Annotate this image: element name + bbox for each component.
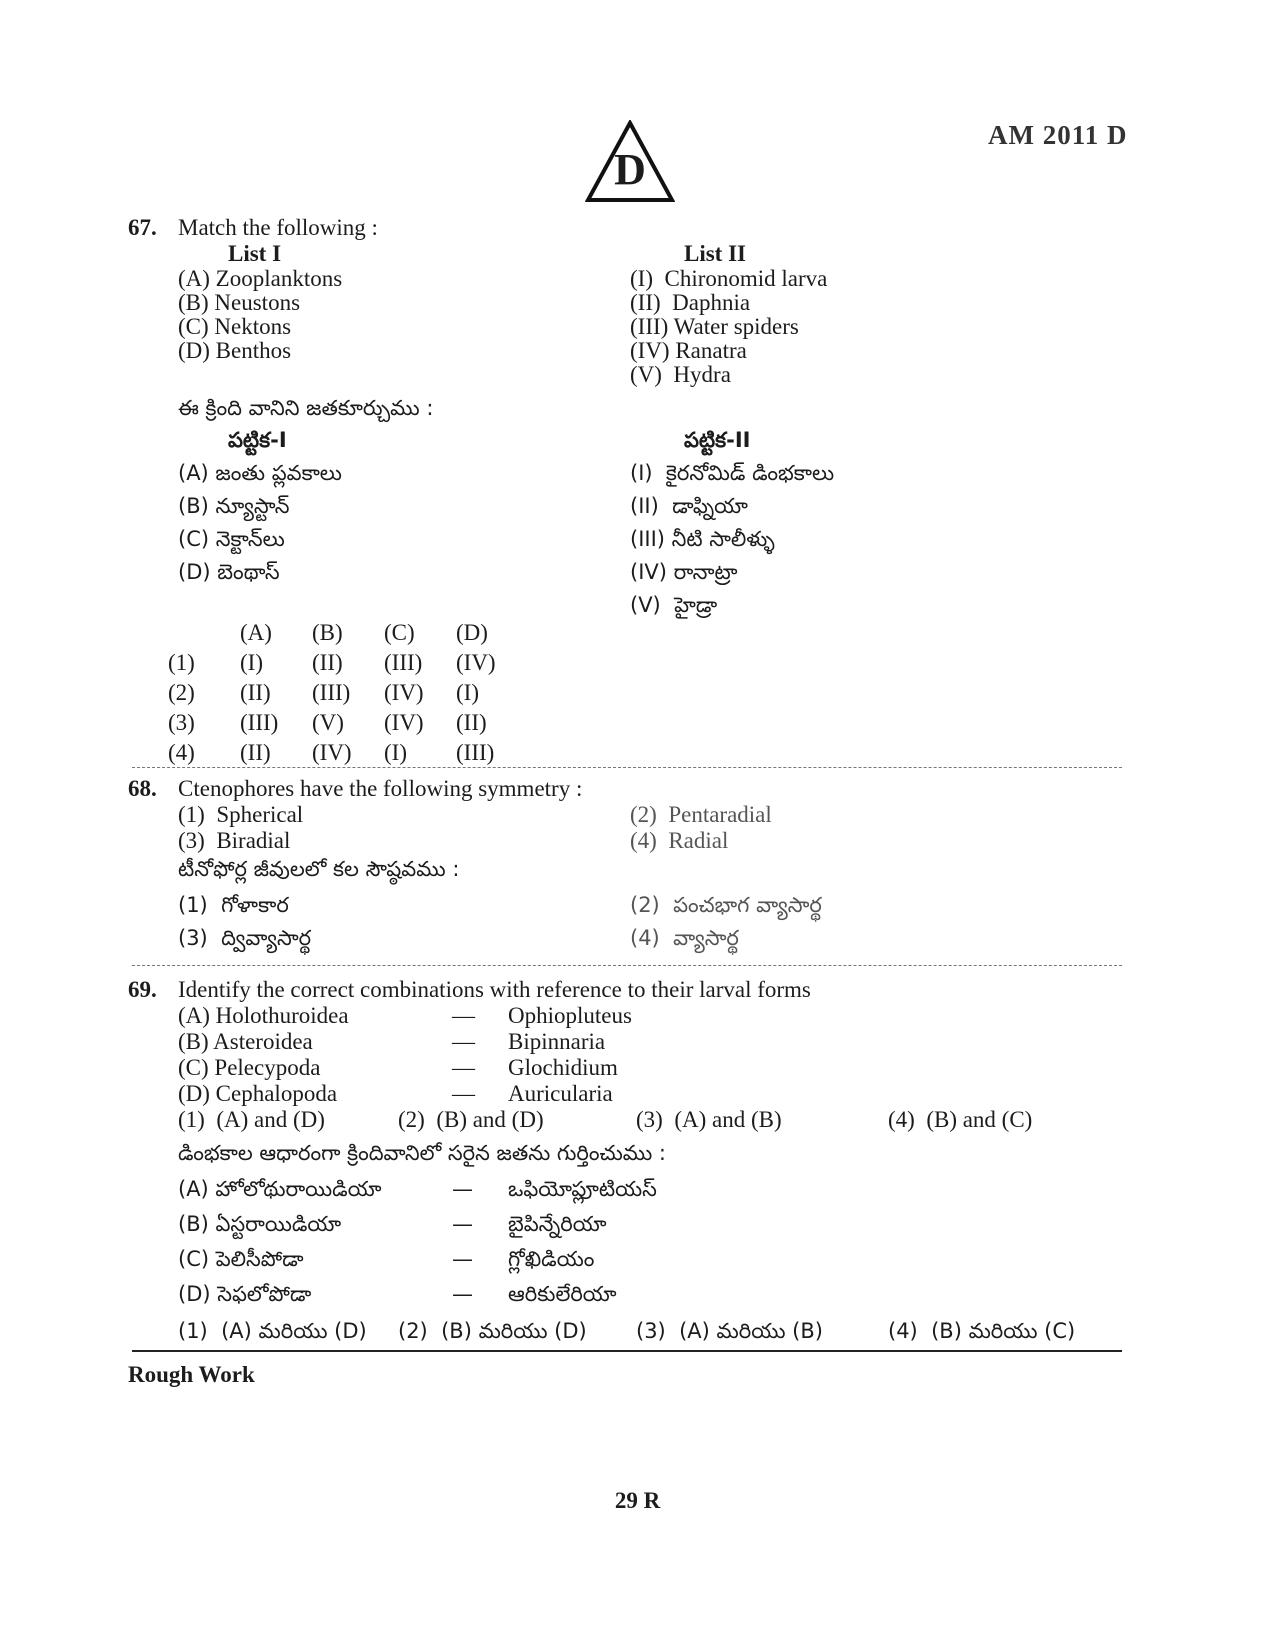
q67-options-header-row xyxy=(168,620,528,646)
q67-list1-item: (C) Nektons xyxy=(178,314,292,339)
paper-code: AM 2011 D xyxy=(988,120,1128,150)
option-cell: (II) xyxy=(240,680,271,705)
q67-te-stem: ఈ క్రింది వానిని జతకూర్చుము : xyxy=(178,396,434,420)
q67-options-table xyxy=(168,620,528,766)
option-cell: (III) xyxy=(312,680,351,705)
q69-pair-left: (D) Cephalopoda xyxy=(178,1081,338,1106)
q68-te-stem: టీనోఫోర్ల జీవులలో కల సౌష్ఠవము : xyxy=(178,857,460,881)
option-cell: (III) xyxy=(240,710,279,735)
q67-option-row xyxy=(168,710,528,736)
q67-list1-item: (D) Benthos xyxy=(178,338,292,363)
q68-te-option-1: (1) గోళాకార xyxy=(178,893,289,917)
option-cell: (IV) xyxy=(384,710,424,735)
q69-te-pair-dash: — xyxy=(452,1177,473,1201)
q68-option-1: (1) Spherical xyxy=(178,802,304,827)
q67-te-list1-item: (B) న్యూస్టాన్ xyxy=(178,494,290,518)
q67-list1-title: List I xyxy=(228,241,282,266)
option-number: (4) xyxy=(168,740,195,765)
q67-te-list2-title: పట్టిక-II xyxy=(684,428,751,452)
series-letter: D xyxy=(614,145,646,194)
q69-pair-dash: — xyxy=(452,1003,475,1028)
q69-te-pair-left: (C) పెలిసీపోడా xyxy=(178,1247,304,1271)
q69-option-1: (1) (A) and (D) xyxy=(178,1107,325,1132)
option-cell: (I) xyxy=(456,680,479,705)
option-cell: (IV) xyxy=(456,650,496,675)
option-cell: (III) xyxy=(384,650,423,675)
q69-te-pair-left: (B) ఏస్టరాయిడియా xyxy=(178,1212,342,1236)
options-header-cell: (D) xyxy=(456,620,488,645)
page-number: 29 R xyxy=(614,1488,661,1513)
q67-te-list2-item: (III) నీటి సాలీళ్ళు xyxy=(630,527,775,551)
option-number: (3) xyxy=(168,710,195,735)
option-cell: (IV) xyxy=(384,680,424,705)
q69-te-pair-right: బైపిన్నేరియా xyxy=(508,1212,607,1236)
q69-option-3: (3) (A) and (B) xyxy=(636,1107,782,1132)
q69-pair-right: Ophiopluteus xyxy=(508,1003,632,1028)
q67-te-list2-item: (V) హైడ్రా xyxy=(630,593,718,617)
q68-te-option-3: (3) ద్వివ్యాసార్థ xyxy=(178,926,312,950)
q69-te-pair-dash: — xyxy=(452,1212,473,1236)
q67-te-list2-item: (I) కైరనోమిడ్ డింభకాలు xyxy=(630,461,835,485)
q69-te-option-2: (2) (B) మరియు (D) xyxy=(398,1319,587,1343)
option-number: (2) xyxy=(168,680,195,705)
q67-list1-item: (A) Zooplanktons xyxy=(178,266,343,291)
q69-te-pair-right: గ్లోఖిడియం xyxy=(508,1247,595,1271)
q67-list2-title: List II xyxy=(684,241,746,266)
q68-option-3: (3) Biradial xyxy=(178,828,291,853)
q69-pair-left: (B) Asteroidea xyxy=(178,1029,313,1054)
q69-pair-dash: — xyxy=(452,1055,475,1080)
q69-te-pair-dash: — xyxy=(452,1282,473,1306)
option-cell: (I) xyxy=(384,740,407,765)
q67-list2-item: (I) Chironomid larva xyxy=(630,266,828,291)
rough-work-label: Rough Work xyxy=(128,1362,255,1387)
q67-option-row xyxy=(168,680,528,706)
option-cell: (III) xyxy=(456,740,495,765)
option-cell: (II) xyxy=(240,740,271,765)
q67-number: 67. xyxy=(128,215,157,240)
q69-option-2: (2) (B) and (D) xyxy=(398,1107,544,1132)
q69-te-pair-right: ఆరికులేరియా xyxy=(508,1282,617,1306)
q67-te-list1-item: (A) జంతు ప్లవకాలు xyxy=(178,461,342,485)
q69-pair-dash: — xyxy=(452,1029,475,1054)
q67-option-row xyxy=(168,650,528,676)
q68-te-option-4: (4) వ్యాసార్థ xyxy=(630,926,739,950)
q67-te-list2-item: (II) డాఫ్నియా xyxy=(630,494,748,518)
q67-te-list1-item: (D) బెంథాస్ xyxy=(178,560,280,584)
q68-number: 68. xyxy=(128,776,157,801)
q68-stem: Ctenophores have the following symmetry : xyxy=(178,776,583,801)
q67-te-list2-item: (IV) రానాట్రా xyxy=(630,560,738,584)
q69-pair-left: (C) Pelecypoda xyxy=(178,1055,321,1080)
q67-te-list1-title: పట్టిక-I xyxy=(228,428,287,452)
q69-pair-dash: — xyxy=(452,1081,475,1106)
option-number: (1) xyxy=(168,650,195,675)
series-triangle-logo xyxy=(585,120,675,204)
q67-stem: Match the following : xyxy=(178,215,378,240)
q69-number: 69. xyxy=(128,977,157,1002)
q67-list2-item: (II) Daphnia xyxy=(630,290,751,315)
option-cell: (II) xyxy=(456,710,487,735)
options-header-cell: (B) xyxy=(312,620,343,645)
q67-list1-item: (B) Neustons xyxy=(178,290,301,315)
q68-option-4: (4) Radial xyxy=(630,828,729,853)
q69-te-pair-left: (A) హోలోథురాయిడియా xyxy=(178,1177,382,1201)
q67-option-row xyxy=(168,740,528,766)
question-divider xyxy=(132,965,1122,966)
option-cell: (IV) xyxy=(312,740,352,765)
q68-option-2: (2) Pentaradial xyxy=(630,802,772,827)
option-cell: (II) xyxy=(312,650,343,675)
q67-list2-item: (III) Water spiders xyxy=(630,314,799,339)
q69-stem: Identify the correct combinations with reference to their larval forms xyxy=(178,977,811,1002)
q69-te-pair-left: (D) సెఫలోపోడా xyxy=(178,1282,312,1306)
q67-list2-item: (V) Hydra xyxy=(630,362,731,387)
q69-te-stem: డింభకాల ఆధారంగా క్రిందివానిలో సరైన జతను గుర్తించుము : xyxy=(178,1141,666,1165)
q69-pair-left: (A) Holothuroidea xyxy=(178,1003,349,1028)
q69-te-option-4: (4) (B) మరియు (C) xyxy=(888,1319,1076,1343)
q69-option-4: (4) (B) and (C) xyxy=(888,1107,1033,1132)
q68-te-option-2: (2) పంచభాగ వ్యాసార్థ xyxy=(630,893,822,917)
option-cell: (I) xyxy=(240,650,263,675)
q69-te-option-1: (1) (A) మరియు (D) xyxy=(178,1319,367,1343)
options-header-cell: (C) xyxy=(384,620,415,645)
q69-te-pair-dash: — xyxy=(452,1247,473,1271)
q69-pair-right: Glochidium xyxy=(508,1055,618,1080)
q69-pair-right: Bipinnaria xyxy=(508,1029,606,1054)
option-cell: (V) xyxy=(312,710,344,735)
question-divider xyxy=(132,767,1122,768)
q69-te-option-3: (3) (A) మరియు (B) xyxy=(636,1319,823,1343)
q69-pair-right: Auricularia xyxy=(508,1081,613,1106)
options-header-cell xyxy=(168,620,240,646)
section-divider xyxy=(132,1350,1122,1352)
q67-list2-item: (IV) Ranatra xyxy=(630,338,747,363)
options-header-cell: (A) xyxy=(240,620,272,645)
q69-te-pair-right: ఒఫియోప్లూటియస్ xyxy=(508,1177,657,1201)
q67-te-list1-item: (C) నెక్టాన్‌లు xyxy=(178,527,285,551)
